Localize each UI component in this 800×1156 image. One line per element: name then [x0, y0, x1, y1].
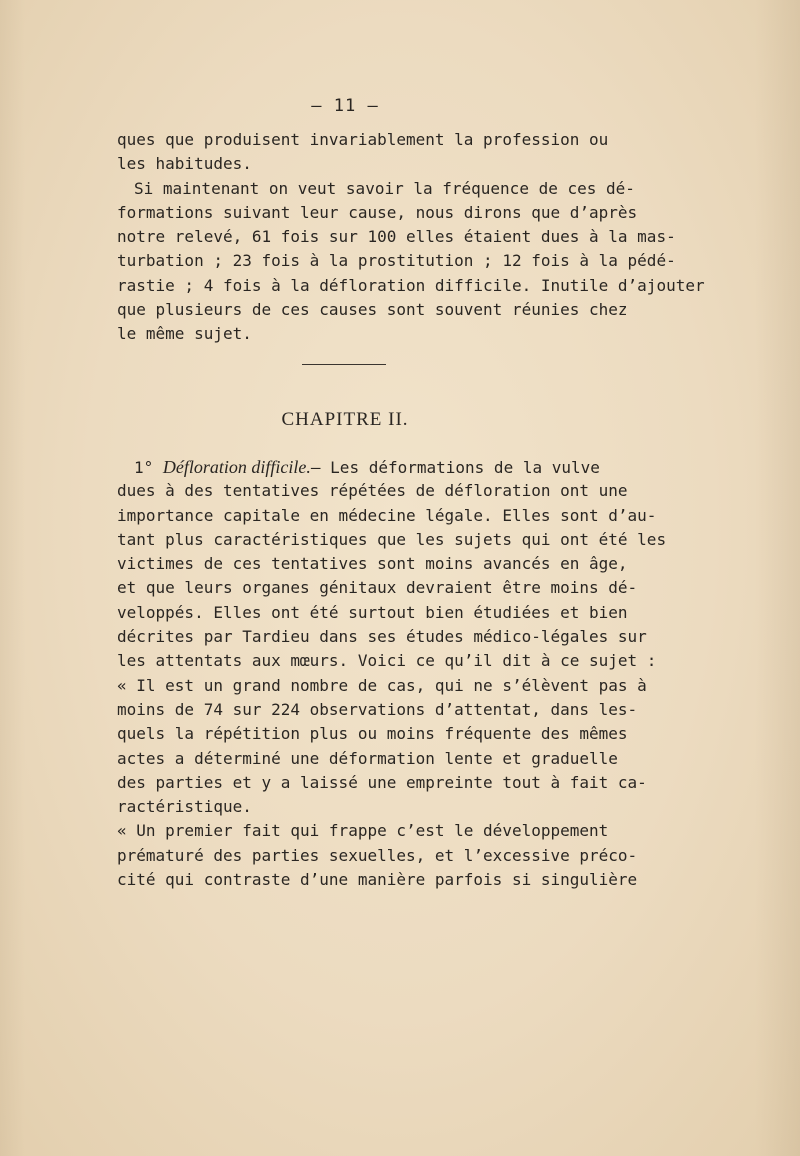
section-number: 1° — [134, 458, 154, 477]
text-line: Si maintenant on veut savoir la fréquence de ces dé- — [134, 178, 635, 198]
page-number: — 11 — — [311, 96, 379, 116]
text-line: « Un premier fait qui frappe c’est le développement — [117, 821, 609, 841]
text-line: des parties et y a laissé une empreinte tout à fait ca- — [117, 772, 647, 792]
text-line: que plusieurs de ces causes sont souvent réunies chez — [117, 300, 628, 320]
text-line: veloppés. Elles ont été surtout bien étudiées et bien — [117, 602, 628, 622]
page-edge-shadow-right — [755, 0, 800, 1156]
section-divider — [302, 364, 386, 365]
text-line: moins de 74 sur 224 observations d’attentat, dans les- — [117, 699, 638, 719]
page-edge-shadow-left — [0, 0, 25, 1156]
text-line: importance capitale en médecine légale. Elles sont d’au- — [117, 505, 657, 525]
text-line: victimes de ces tentatives sont moins avancés en âge, — [117, 554, 628, 574]
text-line: formations suivant leur cause, nous dirons que d’après — [117, 202, 638, 222]
text-line: prématuré des parties sexuelles, et l’excessive préco- — [117, 845, 638, 865]
text-line: le même sujet. — [117, 324, 252, 344]
section-heading-line — [117, 455, 600, 479]
text-line: et que leurs organes génitaux devraient être moins dé- — [117, 578, 638, 598]
text-line: rastie ; 4 fois à la défloration difficile. Inutile d’ajouter — [117, 275, 705, 295]
text-line: les attentats aux mœurs. Voici ce qu’il dit à ce sujet : — [117, 651, 657, 671]
section-title: Défloration difficile. — [162, 457, 311, 477]
text-line: cité qui contraste d’une manière parfois si singulière — [117, 870, 638, 890]
text-line: turbation ; 23 fois à la prostitution ; 12 fois à la pédé- — [117, 251, 676, 271]
chapter-title: CHAPITRE II. — [281, 409, 409, 430]
section-dash: — — [310, 458, 321, 477]
text-line: ques que produisent invariablement la profession ou — [117, 130, 609, 149]
text-line: décrites par Tardieu dans ses études médico-légales sur — [117, 627, 647, 647]
text-line: les habitudes. — [117, 154, 252, 174]
text-line: quels la répétition plus ou moins fréquente des mêmes — [117, 724, 628, 744]
text-line: notre relevé, 61 fois sur 100 elles étaient dues à la mas- — [117, 227, 676, 247]
text-line: tant plus caractéristiques que les sujets qui ont été les — [117, 529, 667, 549]
text-line: actes a déterminé une déformation lente et graduelle — [117, 748, 618, 768]
text-line: « Il est un grand nombre de cas, qui ne s’élèvent pas à — [117, 675, 647, 695]
paragraph-1 — [117, 128, 705, 347]
text-line: ractéristique. — [117, 797, 252, 817]
paragraph-2 — [117, 455, 667, 892]
text-line: dues à des tentatives répétées de défloration ont une — [117, 481, 628, 501]
text-line-rest: Les déformations de la vulve — [330, 458, 600, 477]
